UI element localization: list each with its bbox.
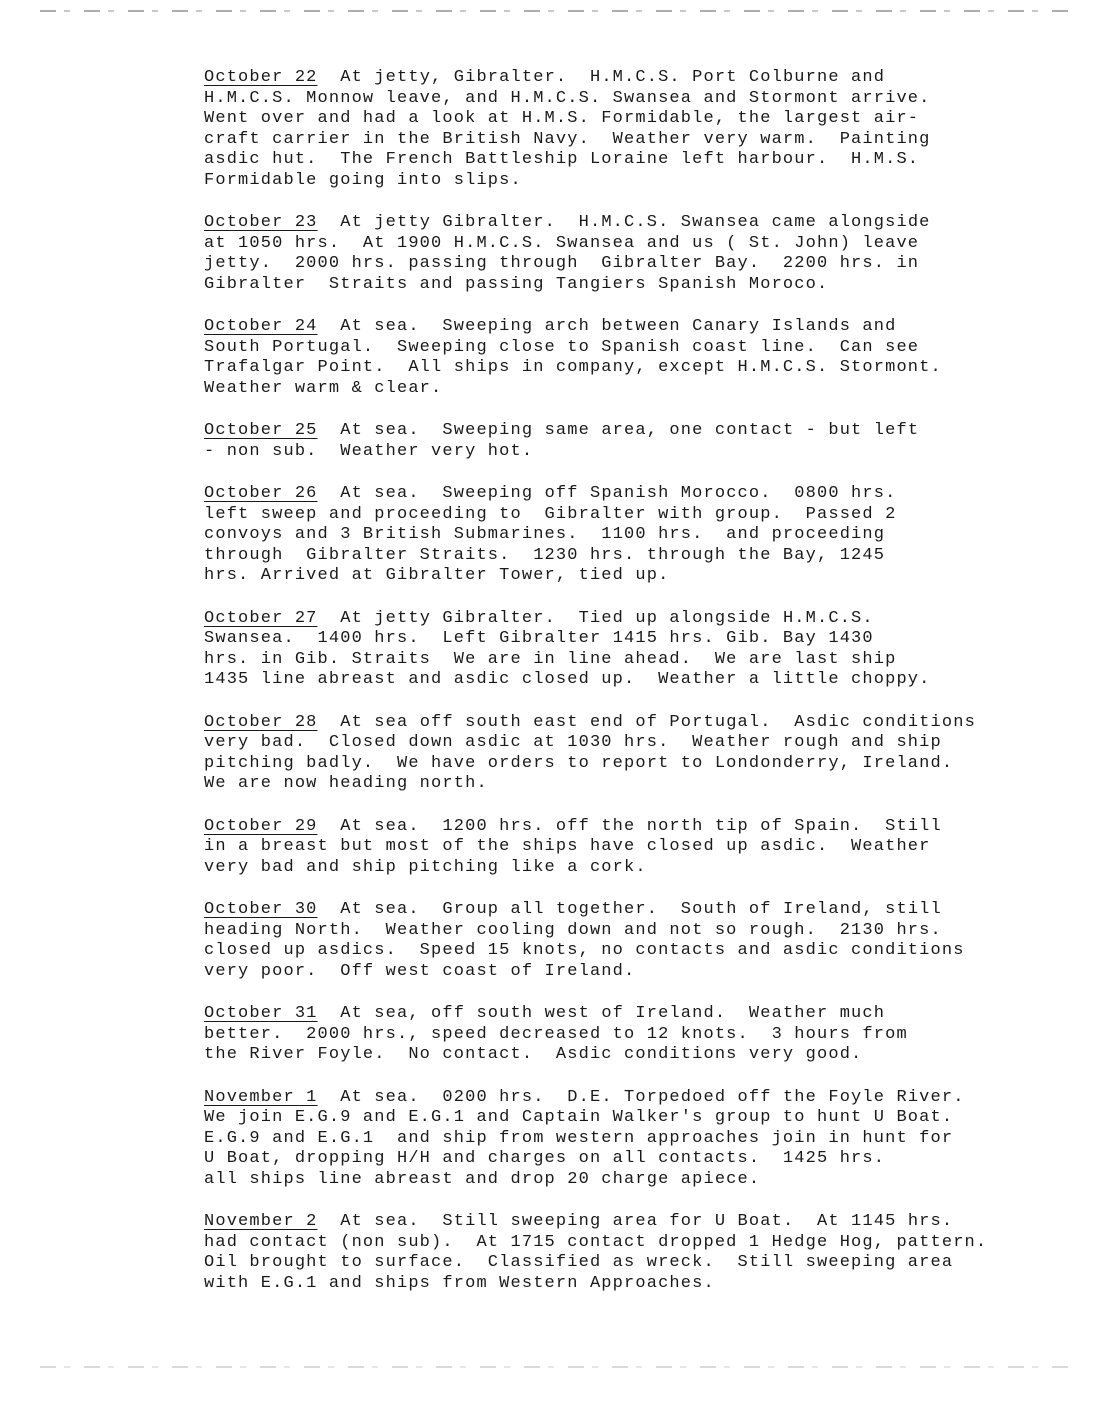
entry-line xyxy=(204,317,1064,338)
entry-line: heading North. Weather cooling down and not so rough. 2130 hrs. xyxy=(204,920,942,940)
entry-line: Oil brought to surface. Classified as wreck. Still sweeping area xyxy=(204,1253,954,1272)
entry-line: We are now heading north. xyxy=(204,774,488,793)
entry-line xyxy=(204,484,1064,505)
entry-date: October 26 xyxy=(204,484,318,503)
entry-text: At sea. Sweeping same area, one contact - but left xyxy=(317,421,920,440)
entry-line: left sweep and proceeding to Gibralter with group. Passed 2 xyxy=(204,504,897,524)
entry-line: all ships line abreast and drop 20 charge apiece. xyxy=(204,1169,761,1189)
entry-text: At jetty, Gibralter. H.M.C.S. Port Colburne and xyxy=(317,68,886,87)
entry-line xyxy=(204,421,1064,442)
entry-line xyxy=(204,1004,1064,1025)
entry-line: in a breast but most of the ships have closed up asdic. Weather xyxy=(204,837,931,856)
entry-line xyxy=(204,900,1064,921)
entry-line: 1435 line abreast and asdic closed up. Weather a little choppy. xyxy=(204,670,931,689)
entry-date: November 1 xyxy=(204,1087,318,1107)
entry-text: At sea off south east end of Portugal. Asdic conditions xyxy=(317,712,976,732)
entry-text: At jetty Gibralter. Tied up alongside H.M.C.S. xyxy=(317,608,874,628)
entry-text: At sea, off south west of Ireland. Weather much xyxy=(317,1004,886,1023)
entry-line: Trafalgar Point. All ships in company, except H.M.C.S. Stormont. xyxy=(204,358,942,377)
entry-line xyxy=(204,68,1064,89)
entry-date: October 28 xyxy=(204,712,318,732)
entry-line: through Gibralter Straits. 1230 hrs. through the Bay, 1245 xyxy=(204,545,886,565)
entry-text: At sea. 0200 hrs. D.E. Torpedoed off the Foyle River. xyxy=(317,1087,965,1107)
entry-line: Gibralter Straits and passing Tangiers Spanish Moroco. xyxy=(204,274,829,294)
entry-line: Swansea. 1400 hrs. Left Gibralter 1415 hrs. Gib. Bay 1430 xyxy=(204,629,874,648)
entry-line: convoys and 3 British Submarines. 1100 hrs. and proceeding xyxy=(204,525,886,544)
entry-line: jetty. 2000 hrs. passing through Gibralter Bay. 2200 hrs. in xyxy=(204,254,920,273)
entry-text: At sea. Sweeping off Spanish Morocco. 0800 hrs. xyxy=(317,484,897,503)
entry-line: E.G.9 and E.G.1 and ship from western approaches join in hunt for xyxy=(204,1128,954,1148)
entry-text: At sea. Group all together. South of Ireland, still xyxy=(317,900,942,919)
entry-line: very bad. Closed down asdic at 1030 hrs. Weather rough and ship xyxy=(204,733,942,752)
entry-line: the River Foyle. No contact. Asdic conditions very good. xyxy=(204,1045,863,1064)
entry-date: October 22 xyxy=(204,68,318,87)
diary-entry xyxy=(204,421,1064,462)
entry-line: Weather warm & clear. xyxy=(204,378,443,398)
diary-entry xyxy=(204,213,1064,295)
entry-date: October 24 xyxy=(204,317,318,336)
diary-entry xyxy=(204,900,1064,982)
scan-edge-top xyxy=(40,10,1070,12)
diary-entry xyxy=(204,1088,1064,1191)
entry-line xyxy=(204,609,1064,630)
entry-line: H.M.C.S. Monnow leave, and H.M.C.S. Swansea and Stormont arrive. xyxy=(204,88,931,108)
diary-entry xyxy=(204,1212,1064,1294)
entry-line: We join E.G.9 and E.G.1 and Captain Walker's group to hunt U Boat. xyxy=(204,1108,954,1127)
entry-date: October 29 xyxy=(204,816,318,836)
entry-text: At sea. Still sweeping area for U Boat. At 1145 hrs. xyxy=(317,1212,954,1231)
entry-line: hrs. Arrived at Gibralter Tower, tied up. xyxy=(204,566,670,585)
entry-line: craft carrier in the British Navy. Weather very warm. Painting xyxy=(204,129,931,149)
entry-date: October 25 xyxy=(204,421,318,440)
diary-entry xyxy=(204,317,1064,399)
diary-page xyxy=(204,68,1064,1316)
entry-line xyxy=(204,713,1064,734)
entry-text: At sea. Sweeping arch between Canary Islands and xyxy=(317,317,897,336)
entry-line xyxy=(204,1212,1064,1233)
entry-date: November 2 xyxy=(204,1212,318,1231)
entry-line: pitching badly. We have orders to report to Londonderry, Ireland. xyxy=(204,753,954,773)
entry-line: very poor. Off west coast of Ireland. xyxy=(204,961,636,981)
entry-line xyxy=(204,817,1064,838)
entry-line: asdic hut. The French Battleship Loraine left harbour. H.M.S. xyxy=(204,150,920,169)
entry-line xyxy=(204,213,1064,234)
entry-line: South Portugal. Sweeping close to Spanish coast line. Can see xyxy=(204,337,920,357)
diary-entry xyxy=(204,1004,1064,1066)
entry-date: October 27 xyxy=(204,608,318,628)
entry-line: Formidable going into slips. xyxy=(204,170,522,190)
entry-line: had contact (non sub). At 1715 contact dropped 1 Hedge Hog, pattern. xyxy=(204,1232,988,1252)
entry-line xyxy=(204,1088,1064,1109)
diary-entry xyxy=(204,817,1064,879)
entry-text: At sea. 1200 hrs. off the north tip of Spain. Still xyxy=(317,816,942,836)
diary-entry xyxy=(204,609,1064,691)
diary-entry xyxy=(204,484,1064,587)
entry-line: hrs. in Gib. Straits We are in line ahead. We are last ship xyxy=(204,649,897,669)
entry-text: At jetty Gibralter. H.M.C.S. Swansea came alongside xyxy=(317,213,931,232)
entry-line: at 1050 hrs. At 1900 H.M.C.S. Swansea and us ( St. John) leave xyxy=(204,233,920,253)
entry-line: better. 2000 hrs., speed decreased to 12 knots. 3 hours from xyxy=(204,1024,908,1044)
entry-date: October 23 xyxy=(204,213,318,232)
entry-line: with E.G.1 and ships from Western Approaches. xyxy=(204,1273,715,1293)
entry-line: U Boat, dropping H/H and charges on all contacts. 1425 hrs. xyxy=(204,1149,886,1168)
diary-entry xyxy=(204,68,1064,191)
entry-line: - non sub. Weather very hot. xyxy=(204,441,534,461)
diary-entry xyxy=(204,713,1064,795)
entry-line: closed up asdics. Speed 15 knots, no contacts and asdic conditions xyxy=(204,941,965,960)
entry-date: October 31 xyxy=(204,1004,318,1023)
entry-line: Went over and had a look at H.M.S. Formidable, the largest air- xyxy=(204,109,920,128)
entry-date: October 30 xyxy=(204,900,318,919)
entry-line: very bad and ship pitching like a cork. xyxy=(204,857,647,877)
scan-edge-bottom xyxy=(40,1366,1070,1368)
